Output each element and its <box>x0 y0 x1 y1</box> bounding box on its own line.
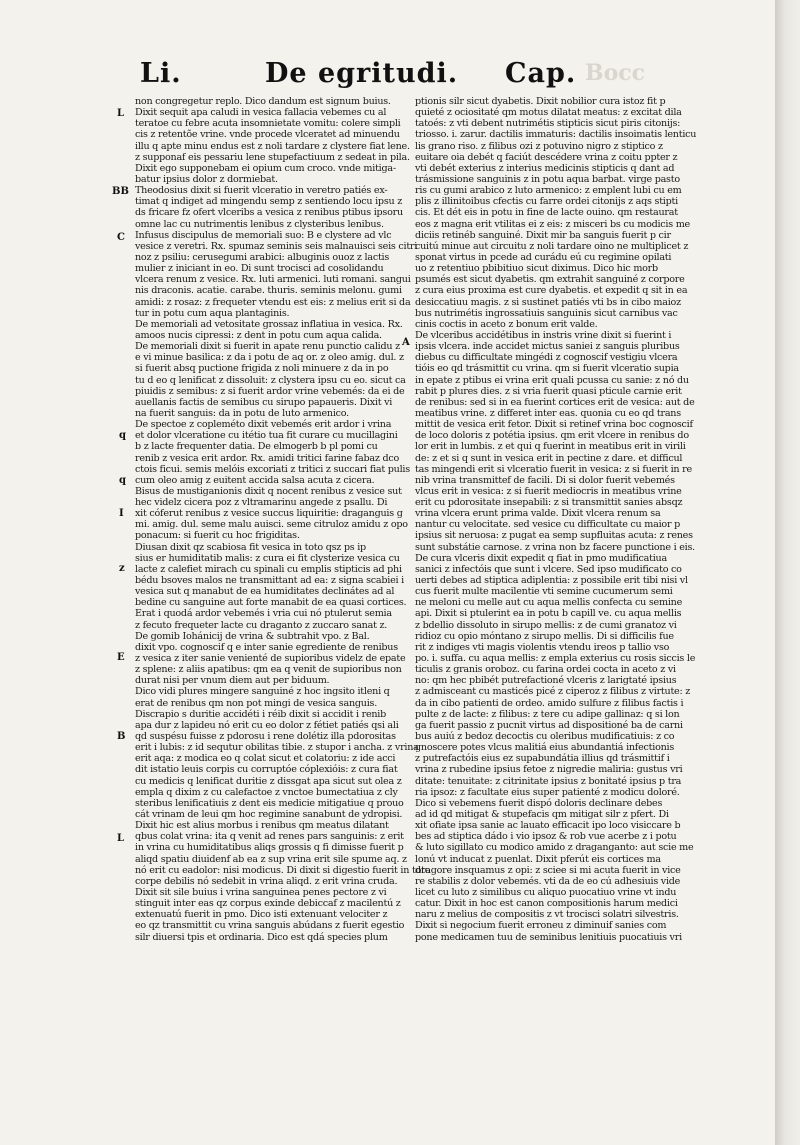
text-line: cum oleo amig z euitent accida salsa acuta z cicera. <box>135 474 375 486</box>
text-line: z fecuto frequeter lacte cu draganto z zuccaro sanat z. <box>135 619 388 631</box>
text-line: sunt substátie carnose. z vrina non bz facere punctione i eis. <box>415 541 695 553</box>
text-line: hec videlz cicera poz z vltramarinu angede z psallu. Di <box>135 497 388 509</box>
text-line: De cura vlceris dixit expedit q fiat in pmo mudificatiua <box>415 552 667 564</box>
margin-marker: I <box>119 508 124 519</box>
text-line: apa dur z lapideu nó erit cu eo dolor z fétiet patiés qsi ali <box>135 719 399 731</box>
text-line: batur ipsius dolor z dormiebat. <box>135 173 278 185</box>
text-line: b z lacte frequenter datia. De elmogerb b pl pomi cu <box>135 441 378 453</box>
text-line: cis. Et dét eis in potu in fine de lacte ouino. qm restaurat <box>415 207 678 219</box>
text-line: tu d eo q lenificat z dissoluit: z clystera ipsu cu eo. sicut ca <box>135 374 406 386</box>
text-line: vrina z rubedine ipsius fetoe z nigredie maliria: gustus vri <box>415 764 683 776</box>
text-line: nib vrina transmittef de facili. Di si dolor fuerit vebemés <box>415 474 675 486</box>
text-line: corpe debilis nó sedebit in vrina aliqd. z erit vrina cruda. <box>135 875 398 887</box>
text-line: cis z retentõe vrine. vnde procede vlceratet ad minuendu <box>135 129 400 141</box>
text-line: re stabilis z dolor vebemés. vti da de eo cú adhesiuis vide <box>415 875 681 887</box>
text-line: amoos nucis cipressi: z dent in potu cum aqua calida. <box>135 329 382 341</box>
text-line: De vlceribus accidétibus in instris vrine dixit si fuerint i <box>415 329 672 341</box>
text-line: bus auiú z bedoz decoctis cu oleribus mudificatiuis: z co <box>415 731 675 743</box>
text-line: catur. Dixit in hoc est canon compositionis harum medici <box>415 898 678 910</box>
text-line: xit cóferut renibus z vesice succus liquiritie: draganguis g <box>135 508 403 520</box>
text-line: cát vrinam de leui qm hoc regimine sanabunt de ydropisi. <box>135 809 403 820</box>
text-line: z cura eius proxima est cure dyabetis. et expedit q sit in ea <box>415 285 688 297</box>
text-line: auellanis factis de semibus cu sirupo papaueris. Dixit vi <box>135 396 393 408</box>
text-line: dit istatio leuis corpis cu corruptóe cóplexióis: z cura fiat <box>135 764 398 776</box>
text-line: Dixit hic est alius morbus i renibus qm meatus dilatant <box>135 820 389 832</box>
text-line: ctois ficui. semis melóis excoriati z tritici z succari fiat pulis <box>135 463 410 475</box>
text-line: ditate: tenuitate: z citrinitate ipsius z bonitaté ipsius p tra <box>415 775 682 787</box>
text-line: licet cu luto z similibus cu aliquo puocatiuo vrine vt indu <box>415 886 677 898</box>
text-line: tur in potu cum aqua plantaginis. <box>135 307 290 319</box>
text-line: erat de renibus qm non pot mingi de vesica sanguis. <box>135 697 377 709</box>
text-line: qd suspésu fuisse z pdorosu i rene dolétiz illa pdorositas <box>135 731 396 743</box>
text-line: in vrina cu humiditatibus aliqs grossis q fi dimisse fuerit p <box>135 842 404 854</box>
text-line: Theodosius dixit si fuerit vlceratio in veretro patiés ex- <box>135 185 388 197</box>
text-line: euitare oia debét q faciút descédere vrina z coitu ppter z <box>415 151 678 163</box>
text-line: qbus colat vrina: ita q venit ad renes pars sanguinis: z erit <box>135 831 404 843</box>
text-line: naru z melius de compositis z vt trocisci solatri silvestris. <box>415 909 679 921</box>
text-line: po. i. suffa. cu aqua mellis: z empla exterius cu rosis siccis le <box>415 653 696 665</box>
text-line: uo z retentiuo pbibitiuo sicut diximus. Dico hic morb <box>415 263 658 275</box>
text-line: omne lac cu nutrimentis lenibus z clysteribus lenibus. <box>135 218 384 230</box>
text-line: dixit vpo. cognoscif q e inter sanie egrediente de renibus <box>135 641 398 653</box>
text-line: Dico vidi plures mingere sanguiné z hoc ingsito itleni q <box>135 686 390 698</box>
text-line: si fuerit absq puctione frigida z noli minuere z da in po <box>135 363 389 375</box>
text-line: z admisceant cu masticés picé z ciperoz z filibus z virtute: z <box>415 686 691 698</box>
text-line: cinis coctis in aceto z bonum erit valde. <box>415 318 598 330</box>
chapter-label: Cap. <box>505 58 577 89</box>
text-line: cus fuerit multe macilentie vti semine cucumerum semi <box>415 586 673 598</box>
text-line: lonú vt inducat z puenlat. Dixit pferút eis cortices ma <box>415 853 661 865</box>
text-line: silr diuersi tpis et ordinaria. Dico est qdá species plum <box>135 931 388 943</box>
text-line: aliqd spatiu diuidenf ab ea z sup vrina erit sile spume aq. z <box>135 853 407 865</box>
text-line: ris cu gumi arabico z luto armenico: z emplent lubi cu em <box>415 185 682 197</box>
text-line: Dico si vebemens fuerit dispó doloris declinare debes <box>415 797 663 809</box>
text-line: desiccatiuu magis. z si sustinet patiés vti bs in cibo maioz <box>415 296 681 308</box>
text-line: ne meloni cu melle aut cu aqua mellis confecta cu semine <box>415 597 683 609</box>
margin-marker: E <box>117 652 125 663</box>
text-line: stinguit inter eas qz corpus exinde debiccaf z macilentú z <box>135 898 401 910</box>
text-line: pone medicamen tuu de seminibus lenitiuis puocatiuis vri <box>415 931 682 943</box>
text-line: et dolor vlceratione cu itétio tua fit curare cu mucillagini <box>135 430 398 442</box>
text-line: sius er humiditatib malis: z cura ei fit clysterize vesica cu <box>135 552 400 564</box>
text-line: Discrapio s duritie accidéti i réib dixit si accidit i renib <box>135 708 387 720</box>
text-line: Diusan dixit qz scabiosa fit vesica in toto qsz ps ip <box>135 541 366 553</box>
text-line: de renibus: sed si in ea fuerint cortices erit de vesica: aut de <box>415 396 695 408</box>
text-line: bédu bsoves malos ne transmittant ad ea: z signa scabiei i <box>135 575 404 587</box>
text-line: pulte z de lacte: z filibus: z tere cu adipe gallinaz: q si lon <box>415 708 680 720</box>
text-line: ptionis silr sicut dyabetis. Dixit nobilior cura istoz fit p <box>415 96 666 107</box>
text-line: Erat i quodá ardor vebemés i vria cui nó ptulerut semia <box>135 608 392 620</box>
text-line: dragore insquamus z opi: z sciee si mi acuta fuerit in vice <box>415 864 681 876</box>
margin-marker: q <box>119 475 126 486</box>
text-line: z supponaf eis pessariu lene stupefactiuum z sedeat in pila. <box>135 151 410 163</box>
text-line: uerti debes ad stiptica adiplentia: z possibile erit tibi nisi vl <box>415 575 688 587</box>
text-line: sponat virtus in pcede ad curádu eú cu regimine opilati <box>415 251 672 263</box>
text-line: xit ofiate ipsa sanie ac lauato efficacit ipo loco visiccare b <box>415 820 681 832</box>
text-line: piuidis z semibus: z si fuerit ardor vrine vebemés: da ei de <box>135 385 405 397</box>
text-line: nó erit cu eadolor: nisi modicus. Di dixit si digestio fuerit in toto <box>135 864 431 876</box>
text-line: in epate z ptibus ei vrina erit quali pcussa cu sanie: z nó du <box>415 374 689 386</box>
text-line: De memoriali dixit si fuerit in apate renu punctio calidu z <box>135 341 400 353</box>
text-line: Dixit sit sile buius i vrina sanguinea penes pectore z vi <box>135 886 387 898</box>
text-line: trásmissione sanguinis z in potu aqua barbat. virge pasto <box>415 173 680 185</box>
text-line: de: z et si q sunt in vesica erit in pectine z dare. et difficul <box>415 452 683 464</box>
text-line: erit aqa: z modica eo q colat sicut et colatoriu: z ide acci <box>135 753 396 765</box>
text-line: eo qz transmittit cu vrina sanguis abúdans z fuerit egestio <box>135 920 405 932</box>
text-line: durat nisi per vnum diem aut per biduum. <box>135 675 330 687</box>
text-line: bedine cu sanguine aut forte manabit de ea quasi cortices. <box>135 597 407 609</box>
running-header <box>0 58 775 94</box>
text-line: ria ipsoz: z facultate eius super patienté z modicu doloré. <box>415 786 680 798</box>
text-line: renib z vesica erit ardor. Rx. amidi tritici farine fabaz dco <box>135 452 400 464</box>
text-line: timat q indiget ad mingendu semp z sentiendo locu ipsu z <box>135 196 403 208</box>
margin-marker: B <box>117 731 126 742</box>
text-line: nantur cu velocitate. sed vesice cu difficultate cu maior p <box>415 519 680 531</box>
text-line: vti debét exterius z interius medicinis stipticis q dant ad <box>415 162 675 174</box>
text-line: vlcera renum z vesice. Rx. luti armenici. luti romani. sangui <box>135 274 411 286</box>
folio-number: Li. <box>140 58 182 89</box>
text-line: teratoe cu febre acuta insomnietate vomitu: colere simpli <box>135 118 401 130</box>
right-text-column <box>415 96 697 943</box>
text-line: rit z indiges vti magis violentis vtendu ireos p tallio vso <box>415 641 670 653</box>
text-line: Bisus de mustiganionis dixit q nocent renibus z vesice sut <box>135 485 402 497</box>
text-line: & luto sigillato cu modico amido z draganganto: aut scie me <box>415 842 694 854</box>
running-title: De egritudi. <box>265 58 459 89</box>
text-line: Dixit si negocium fuerit erroneu z diminuif sanies com <box>415 920 667 932</box>
text-line: tas mingendi erit si vlceratio fuerit in vesica: z si fuerit in re <box>415 463 692 475</box>
text-line: mulier z iniciant in eo. Di sunt trocisci ad cosolidandu <box>135 263 384 275</box>
text-line: sanici z infectóis que sunt i vlcere. Sed ipso mudificato co <box>415 563 682 575</box>
text-line: de loco doloris z potétia ipsius. qm erit vlcere in renibus do <box>415 430 689 442</box>
text-line: bes ad stiptica dádo i vio ipsoz & rob vue acerbe z i potu <box>415 831 677 843</box>
text-line: eos z magna erit vtilitas ei z eis: z misceri bs cu modicis me <box>415 218 690 230</box>
text-line: diciis retinéb sanguiné. Dixit mir ba sanguis fuerit p cir <box>415 229 671 241</box>
text-line: non congregetur replo. Dico dandum est signum buius. <box>135 96 391 107</box>
text-line: ga fuerit passio z pucnit virtus ad dispositioné ba de carni <box>415 719 683 731</box>
text-line: lacte z calefiet mirach cu spinali cu emplis stipticis ad phi <box>135 563 402 575</box>
text-line: extenuatú fuerit in pmo. Dico isti extenuant velociter z <box>135 909 388 921</box>
margin-marker: BB <box>112 186 129 197</box>
margin-marker: C <box>117 232 125 243</box>
text-line: erit cu pdorositate insepabili: z si transmittit sanies absqz <box>415 497 683 509</box>
text-line: noz z psiliu: cerusegumi arabici: albuginis ouoz z lactis <box>135 251 390 263</box>
text-line: De gomib Iohánicij de vrina & subtrahit vpo. z Bal. <box>135 630 370 642</box>
bleed-through-text: Bocc <box>585 60 646 86</box>
text-line: meatibus vrine. z differet inter eas. quonia cu eo qd trans <box>415 407 681 419</box>
text-line: illu q apte minu endus est z noli tardare z clystere fiat lene. <box>135 140 410 152</box>
text-line: ipsius sit neruosa: z pugat ea semp supfluitas acuta: z renes <box>415 530 693 542</box>
text-line: De spectoe z copleméto dixit vebemés erit ardor i vrina <box>135 419 392 431</box>
text-line: Infusus discipulus de memoriali suo: B e clystere ad vlc <box>135 229 392 241</box>
text-line: cuitú minue aut circuitu z noli tardare oino ne multiplicet z <box>415 240 689 252</box>
margin-marker: A <box>402 337 410 348</box>
text-line: rabit p plures dies. z si vria fuerit quasi pticule carnie erit <box>415 385 682 397</box>
text-line: plis z illinitoibus cfectis cu farre ordei citonijs z aqs stipti <box>415 196 678 208</box>
text-line: e vi minue basilica: z da i potu de aq or. z oleo amig. dul. z <box>135 352 404 364</box>
margin-marker: L <box>117 833 125 844</box>
text-line: z splene: z aliis apatibus: qm ea q venit de supioribus non <box>135 664 402 676</box>
text-line: no: qm hec pbibét putrefactioné vlceris z larigtaté ipsius <box>415 675 677 687</box>
text-line: psumés est sicut dyabetis. qm extrahit sanguiné z corpore <box>415 274 685 286</box>
text-line: nis draconis. acatie. carabe. thuris. seminis melonu. gumi <box>135 285 402 297</box>
text-line: lis grano riso. z filibus ozi z potuvino nigro z stiptico z <box>415 140 663 152</box>
text-line: Dixit sequit apa caludi in vesica fallacia vebemes cu al <box>135 107 387 119</box>
text-line: ponacum: si fuerit cu hoc frigiditas. <box>135 530 300 542</box>
page-edge <box>775 0 800 1145</box>
text-line: gnoscere potes vlcus malitiá eius abundantiá infectionis <box>415 742 675 754</box>
text-line: mittit de vesica erit fetor. Dixit si retinef vrina boc cognoscif <box>415 419 693 431</box>
text-line: tióis eo qd trásmittit cu vrina. qm si fuerit vlceratio supia <box>415 363 679 375</box>
text-line: vesice z veretri. Rx. spumaz seminis seis malnauisci seis citri <box>135 240 418 252</box>
text-line: erit i lubis: z id sequtur obilitas tibie. z stupor i ancha. z vrina <box>135 742 419 754</box>
text-line: mi. amig. dul. seme malu auisci. seme citruloz amidu z opo <box>135 519 408 531</box>
text-line: vesica sut q manabut de ea humiditates declinátes ad al <box>135 586 395 598</box>
text-line: z bdellio dissoluto in sirupo mellis: z de cumi granatoz vi <box>415 619 677 631</box>
text-line: diebus cu difficultate mingédi z cognoscif vestigiu vlcera <box>415 352 678 364</box>
text-line: z putrefactóis eius ez supabundátia illius qd trásmittif i <box>415 753 670 765</box>
text-line: vlcus erit in vesica: z si fuerit mediocris in meatibus vrine <box>415 485 682 497</box>
margin-marker: q <box>119 430 126 441</box>
text-line: amidi: z rosaz: z frequeter vtendu est eis: z melius erit si da <box>135 296 411 308</box>
text-line: ds fricare fz ofert vlceribs a vesica z renibus ptibus ipsoru <box>135 207 403 219</box>
left-text-column <box>135 96 431 943</box>
text-line: empla q dixim z cu calefactoe z vnctoe bumectatiua z cly <box>135 786 398 798</box>
text-line: da in cibo patienti de ordeo. amido sulfure z filibus factis i <box>415 697 684 709</box>
text-line: ticulis z granis oroboz. cu farina ordei cocta in aceto z vi <box>415 664 676 676</box>
text-line: triosso. i. zarur. dactilis immaturis: dactilis insoimatis lenticu <box>415 129 697 141</box>
text-line: steribus lenificatiuis z dent eis medicie mitigatiue q prouo <box>135 797 404 809</box>
text-line: z vesica z iter sanie venienté de supioribus videlz de epate <box>135 653 406 665</box>
margin-marker: L <box>117 108 125 119</box>
text-line: tatoés: z vti debent nutrimétis stipticis sicut piris citonijs: <box>415 118 681 130</box>
text-line: vrina vlcera erunt prima valde. Dixit vlcera renum sa <box>415 508 661 520</box>
text-line: De memoriali ad vetositate grossaz inflatiua in vesica. Rx. <box>135 318 403 330</box>
text-line: api. Dixit si ptulerint ea in potu b capill ve. cu aqua mellis <box>415 608 682 620</box>
text-line: ridioz cu opio móntano z sirupo mellis. Di si difficilis fue <box>415 630 674 642</box>
text-line: na fuerit sanguis: da in potu de luto armenico. <box>135 407 349 419</box>
text-line: bus nutrimétis ingrossatiuis sanguinis sicut carnibus vac <box>415 307 678 319</box>
text-line: ad id qd mitigat & stupefacis qm mitigat silr z pfert. Di <box>415 809 669 820</box>
text-line: quieté z ociositaté qm motus dilatat meatus: z excitat dila <box>415 107 682 119</box>
margin-marker: z <box>119 563 125 574</box>
text-line: lor erit in lumbis. z et qui q fuerint in meatibus erit in virili <box>415 441 686 453</box>
text-line: cu medicis q lenificat duritie z dissgat apa sicut sut olea z <box>135 775 402 787</box>
text-line: ipsis vlcera. inde accidet mictus saniei z sanguis pluribus <box>415 341 680 353</box>
text-line: Dixit ego supponebam ei opium cum croco. vnde mitiga- <box>135 162 396 174</box>
